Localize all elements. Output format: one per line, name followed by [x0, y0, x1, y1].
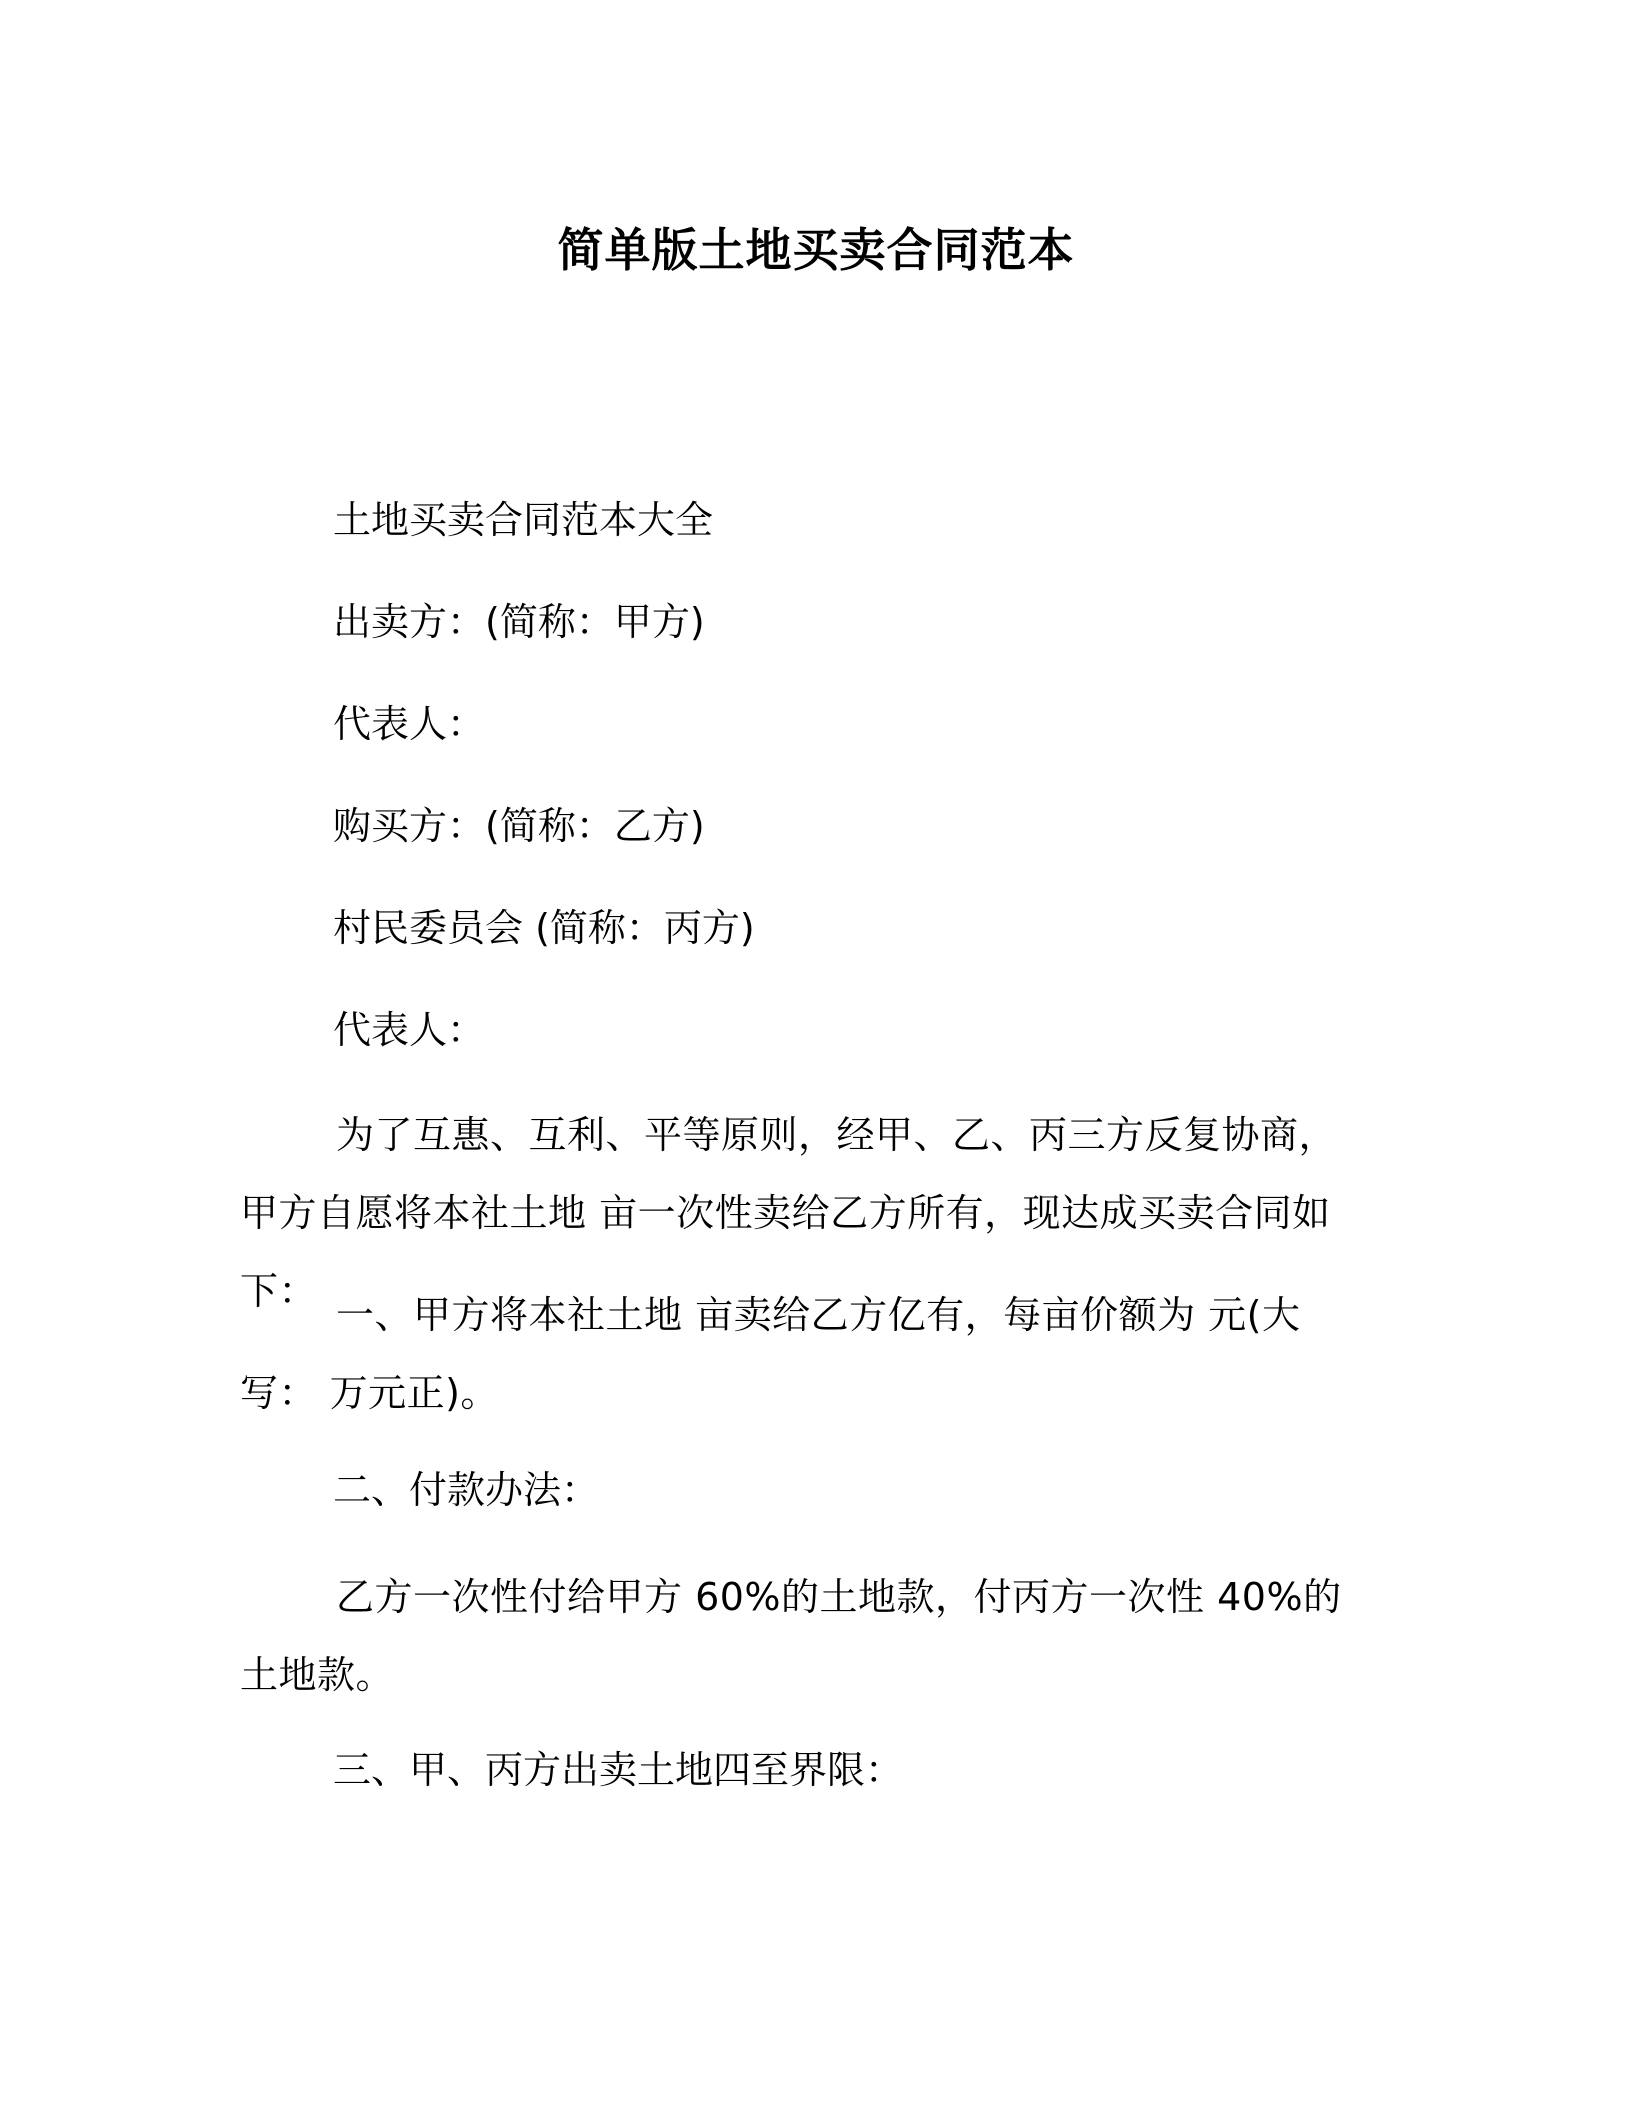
seller-line: 出卖方：(简称：甲方) [333, 600, 705, 644]
seller-representative-line: 代表人： [333, 702, 486, 746]
clause-two-heading: 二、付款办法： [333, 1468, 600, 1512]
clause-three-heading: 三、甲、丙方出卖土地四至界限： [333, 1748, 904, 1792]
paragraph-heading: 土地买卖合同范本大全 [333, 498, 714, 542]
preamble-paragraph: 为了互惠、互利、平等原则，经甲、乙、丙三方反复协商，甲方自愿将本社土地 亩一次性卖给乙方所有，现达成买卖合同如下： [240, 1113, 1338, 1313]
village-committee-line: 村民委员会 (简称：丙方) [333, 906, 755, 950]
document-title: 简单版土地买卖合同范本 [557, 223, 1075, 277]
clause-one-paragraph: 一、甲方将本社土地 亩卖给乙方亿有，每亩价额为 元(大写： 万元正)。 [240, 1293, 1301, 1415]
committee-representative-line: 代表人： [333, 1008, 486, 1052]
payment-paragraph: 乙方一次性付给甲方 60%的土地款，付丙方一次性 40%的土地款。 [240, 1575, 1342, 1697]
buyer-line: 购买方：(简称：乙方) [333, 804, 705, 848]
